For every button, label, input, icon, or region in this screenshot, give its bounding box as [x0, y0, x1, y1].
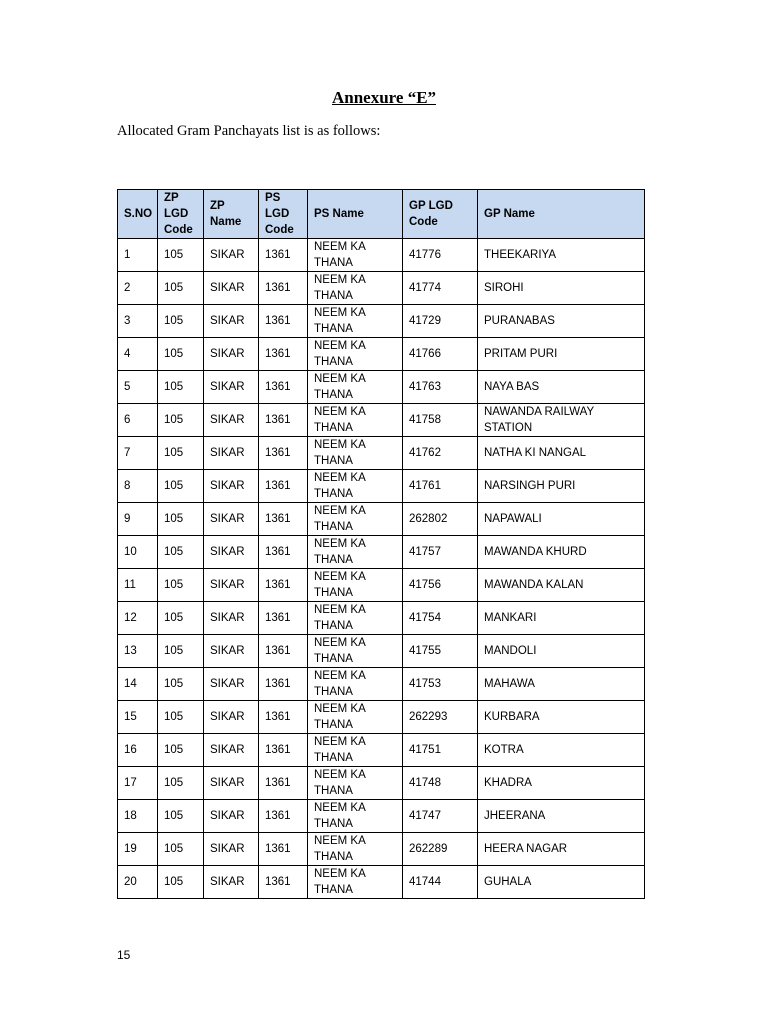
table-cell-ps-name: NEEM KA THANA	[308, 833, 403, 866]
table-cell-gp-lgd-code: 262289	[403, 833, 478, 866]
table-cell-ps-name: NEEM KA THANA	[308, 404, 403, 437]
table-cell-gp-lgd-code: 41751	[403, 734, 478, 767]
table-cell-gp-lgd-code: 41762	[403, 437, 478, 470]
table-cell-sno: 19	[118, 833, 158, 866]
table-cell-zp-lgd-code: 105	[158, 701, 204, 734]
table-cell-ps-lgd-code: 1361	[259, 272, 308, 305]
table-cell-gp-lgd-code: 41744	[403, 866, 478, 899]
table-cell-ps-name: NEEM KA THANA	[308, 800, 403, 833]
table-cell-gp-lgd-code: 41754	[403, 602, 478, 635]
table-cell-zp-lgd-code: 105	[158, 767, 204, 800]
table-cell-zp-name: SIKAR	[204, 404, 259, 437]
table-cell-sno: 16	[118, 734, 158, 767]
table-cell-gp-lgd-code: 41755	[403, 635, 478, 668]
table-cell-ps-name: NEEM KA THANA	[308, 503, 403, 536]
table-cell-sno: 12	[118, 602, 158, 635]
table-cell-sno: 14	[118, 668, 158, 701]
table-cell-gp-name: MANDOLI	[478, 635, 645, 668]
table-cell-ps-name: NEEM KA THANA	[308, 767, 403, 800]
table-cell-zp-name: SIKAR	[204, 668, 259, 701]
table-cell-zp-name: SIKAR	[204, 569, 259, 602]
table-cell-sno: 9	[118, 503, 158, 536]
table-cell-gp-lgd-code: 41753	[403, 668, 478, 701]
table-cell-gp-lgd-code: 41747	[403, 800, 478, 833]
table-cell-gp-name: MAWANDA KHURD	[478, 536, 645, 569]
table-cell-sno: 18	[118, 800, 158, 833]
table-cell-zp-lgd-code: 105	[158, 668, 204, 701]
table-cell-zp-lgd-code: 105	[158, 470, 204, 503]
table-cell-gp-lgd-code: 41756	[403, 569, 478, 602]
table-cell-gp-lgd-code: 41763	[403, 371, 478, 404]
table-row	[118, 833, 645, 866]
table-cell-ps-name: NEEM KA THANA	[308, 701, 403, 734]
table-cell-ps-lgd-code: 1361	[259, 338, 308, 371]
table-cell-ps-name: NEEM KA THANA	[308, 866, 403, 899]
table-row	[118, 305, 645, 338]
gram-panchayat-table	[117, 189, 645, 899]
table-cell-gp-lgd-code: 41729	[403, 305, 478, 338]
table-cell-gp-name: NARSINGH PURI	[478, 470, 645, 503]
table-row	[118, 470, 645, 503]
table-cell-ps-name: NEEM KA THANA	[308, 437, 403, 470]
table-cell-ps-name: NEEM KA THANA	[308, 602, 403, 635]
table-cell-zp-lgd-code: 105	[158, 866, 204, 899]
table-cell-zp-name: SIKAR	[204, 602, 259, 635]
table-cell-ps-name: NEEM KA THANA	[308, 470, 403, 503]
table-cell-ps-name: NEEM KA THANA	[308, 305, 403, 338]
table-cell-gp-name: KHADRA	[478, 767, 645, 800]
table-cell-gp-lgd-code: 41774	[403, 272, 478, 305]
table-cell-zp-name: SIKAR	[204, 338, 259, 371]
table-row	[118, 602, 645, 635]
table-cell-zp-name: SIKAR	[204, 734, 259, 767]
table-cell-zp-lgd-code: 105	[158, 734, 204, 767]
table-cell-zp-lgd-code: 105	[158, 503, 204, 536]
table-cell-zp-name: SIKAR	[204, 767, 259, 800]
table-row	[118, 635, 645, 668]
table-cell-gp-name: HEERA NAGAR	[478, 833, 645, 866]
table-cell-ps-lgd-code: 1361	[259, 602, 308, 635]
table-cell-gp-name: MANKARI	[478, 602, 645, 635]
table-cell-ps-lgd-code: 1361	[259, 404, 308, 437]
column-header-ps-name: PS Name	[308, 190, 403, 239]
table-cell-gp-name: MAHAWA	[478, 668, 645, 701]
table-cell-ps-lgd-code: 1361	[259, 569, 308, 602]
table-cell-zp-lgd-code: 105	[158, 800, 204, 833]
table-cell-ps-lgd-code: 1361	[259, 800, 308, 833]
table-cell-zp-name: SIKAR	[204, 371, 259, 404]
table-cell-zp-name: SIKAR	[204, 470, 259, 503]
table-cell-zp-name: SIKAR	[204, 800, 259, 833]
table-cell-ps-lgd-code: 1361	[259, 668, 308, 701]
column-header-ps-lgd-code: PS LGD Code	[259, 190, 308, 239]
table-cell-gp-name: NATHA KI NANGAL	[478, 437, 645, 470]
table-header-row	[118, 190, 645, 239]
table-cell-ps-name: NEEM KA THANA	[308, 272, 403, 305]
table-cell-ps-lgd-code: 1361	[259, 767, 308, 800]
table-cell-gp-lgd-code: 262802	[403, 503, 478, 536]
table-cell-sno: 7	[118, 437, 158, 470]
table-cell-gp-name: JHEERANA	[478, 800, 645, 833]
table-cell-ps-name: NEEM KA THANA	[308, 734, 403, 767]
table-cell-zp-name: SIKAR	[204, 305, 259, 338]
table-cell-sno: 17	[118, 767, 158, 800]
table-row	[118, 767, 645, 800]
table-cell-sno: 6	[118, 404, 158, 437]
table-cell-zp-lgd-code: 105	[158, 338, 204, 371]
table-body	[118, 239, 645, 899]
page-title: Annexure “E”	[331, 88, 437, 107]
table-row	[118, 503, 645, 536]
table-cell-sno: 1	[118, 239, 158, 272]
table-cell-gp-name: KOTRA	[478, 734, 645, 767]
table-cell-ps-name: NEEM KA THANA	[308, 239, 403, 272]
table-row	[118, 371, 645, 404]
table-row	[118, 239, 645, 272]
column-header-zp-name: ZP Name	[204, 190, 259, 239]
table-cell-zp-name: SIKAR	[204, 503, 259, 536]
table-cell-gp-lgd-code: 41766	[403, 338, 478, 371]
table-row	[118, 668, 645, 701]
table-cell-gp-name: MAWANDA KALAN	[478, 569, 645, 602]
table-cell-zp-name: SIKAR	[204, 239, 259, 272]
table-cell-gp-name: SIROHI	[478, 272, 645, 305]
table-row	[118, 338, 645, 371]
table-cell-sno: 8	[118, 470, 158, 503]
table-row	[118, 866, 645, 899]
table-cell-sno: 5	[118, 371, 158, 404]
table-cell-gp-lgd-code: 41757	[403, 536, 478, 569]
column-header-gp-name: GP Name	[478, 190, 645, 239]
table-row	[118, 701, 645, 734]
table-row	[118, 437, 645, 470]
table-cell-zp-lgd-code: 105	[158, 536, 204, 569]
table-cell-ps-lgd-code: 1361	[259, 503, 308, 536]
table-cell-ps-name: NEEM KA THANA	[308, 668, 403, 701]
table-cell-zp-name: SIKAR	[204, 635, 259, 668]
table-cell-zp-lgd-code: 105	[158, 635, 204, 668]
table-row	[118, 569, 645, 602]
table-cell-zp-lgd-code: 105	[158, 437, 204, 470]
table-cell-zp-name: SIKAR	[204, 701, 259, 734]
table-cell-zp-name: SIKAR	[204, 833, 259, 866]
table-row	[118, 272, 645, 305]
table-row	[118, 536, 645, 569]
table-cell-sno: 10	[118, 536, 158, 569]
table-cell-gp-name: THEEKARIYA	[478, 239, 645, 272]
table-cell-zp-name: SIKAR	[204, 536, 259, 569]
table-cell-gp-lgd-code: 41758	[403, 404, 478, 437]
table-cell-zp-lgd-code: 105	[158, 272, 204, 305]
table-cell-gp-lgd-code: 41761	[403, 470, 478, 503]
table-cell-ps-name: NEEM KA THANA	[308, 536, 403, 569]
table-row	[118, 800, 645, 833]
table-cell-zp-lgd-code: 105	[158, 833, 204, 866]
table-cell-sno: 20	[118, 866, 158, 899]
table-cell-gp-lgd-code: 41776	[403, 239, 478, 272]
table-cell-sno: 2	[118, 272, 158, 305]
table-cell-sno: 3	[118, 305, 158, 338]
table-cell-gp-name: PRITAM PURI	[478, 338, 645, 371]
column-header-gp-lgd-code: GP LGD Code	[403, 190, 478, 239]
table-cell-zp-name: SIKAR	[204, 866, 259, 899]
table-cell-gp-lgd-code: 41748	[403, 767, 478, 800]
column-header-sno: S.NO	[118, 190, 158, 239]
table-cell-sno: 4	[118, 338, 158, 371]
table-cell-gp-name: GUHALA	[478, 866, 645, 899]
table-cell-zp-lgd-code: 105	[158, 602, 204, 635]
table-cell-ps-lgd-code: 1361	[259, 866, 308, 899]
table-cell-gp-lgd-code: 262293	[403, 701, 478, 734]
table-cell-zp-lgd-code: 105	[158, 404, 204, 437]
table-cell-gp-name: KURBARA	[478, 701, 645, 734]
table-cell-zp-lgd-code: 105	[158, 371, 204, 404]
table-cell-gp-name: PURANABAS	[478, 305, 645, 338]
table-cell-ps-lgd-code: 1361	[259, 239, 308, 272]
table-cell-ps-lgd-code: 1361	[259, 470, 308, 503]
table-cell-zp-name: SIKAR	[204, 272, 259, 305]
table-row	[118, 404, 645, 437]
table-cell-ps-lgd-code: 1361	[259, 734, 308, 767]
table-cell-gp-name: NAYA BAS	[478, 371, 645, 404]
table-row	[118, 734, 645, 767]
table-cell-ps-lgd-code: 1361	[259, 305, 308, 338]
page-number: 15	[117, 948, 131, 962]
table-cell-ps-name: NEEM KA THANA	[308, 338, 403, 371]
table-cell-sno: 15	[118, 701, 158, 734]
table-cell-zp-name: SIKAR	[204, 437, 259, 470]
table-cell-sno: 13	[118, 635, 158, 668]
table-cell-ps-lgd-code: 1361	[259, 536, 308, 569]
table-cell-zp-lgd-code: 105	[158, 305, 204, 338]
table-cell-sno: 11	[118, 569, 158, 602]
page-subtitle: Allocated Gram Panchayats list is as follows:	[117, 123, 381, 139]
column-header-zp-lgd-code: ZP LGD Code	[158, 190, 204, 239]
table-cell-gp-name: NAWANDA RAILWAY STATION	[478, 404, 645, 437]
table-cell-ps-lgd-code: 1361	[259, 437, 308, 470]
table-cell-gp-name: NAPAWALI	[478, 503, 645, 536]
table-cell-ps-name: NEEM KA THANA	[308, 635, 403, 668]
table-cell-ps-lgd-code: 1361	[259, 635, 308, 668]
table-cell-ps-lgd-code: 1361	[259, 833, 308, 866]
table-cell-ps-name: NEEM KA THANA	[308, 569, 403, 602]
table-cell-zp-lgd-code: 105	[158, 569, 204, 602]
table-cell-ps-lgd-code: 1361	[259, 701, 308, 734]
table-cell-ps-name: NEEM KA THANA	[308, 371, 403, 404]
table-cell-zp-lgd-code: 105	[158, 239, 204, 272]
table-cell-ps-lgd-code: 1361	[259, 371, 308, 404]
